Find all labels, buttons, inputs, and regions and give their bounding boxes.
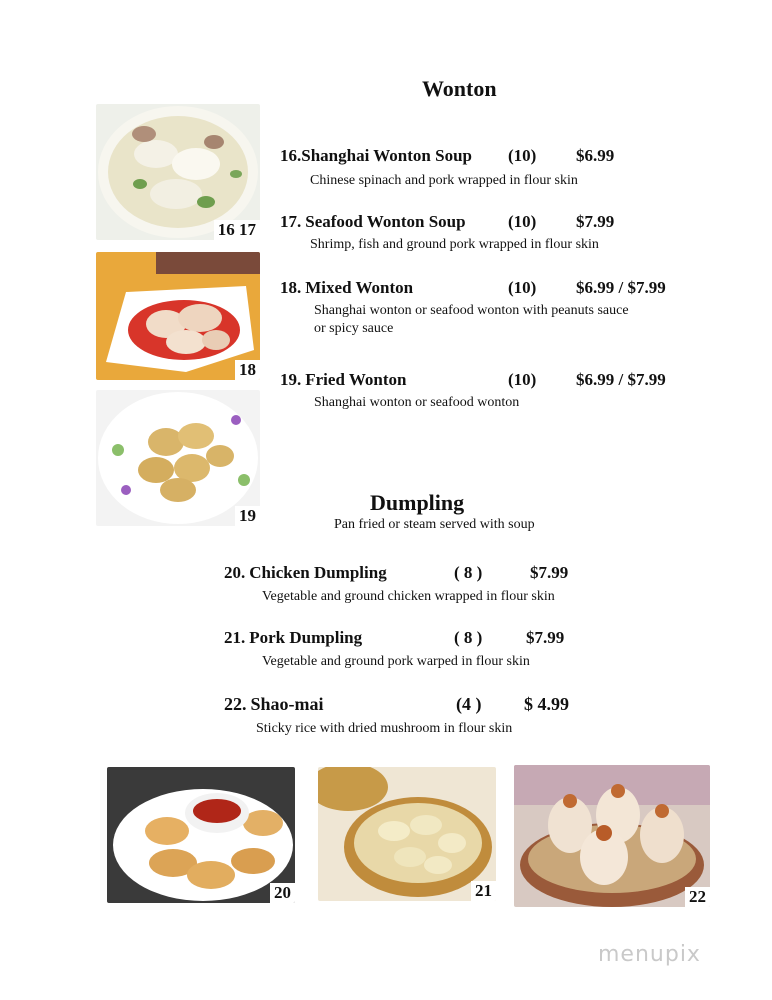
item-number: 16. bbox=[280, 146, 302, 165]
menu-item-17 bbox=[280, 212, 466, 232]
shao-mai-photo bbox=[514, 765, 710, 907]
dumpling-title: Dumpling bbox=[370, 490, 465, 515]
item-number: 22. bbox=[224, 694, 247, 714]
item-quantity: (4 ) bbox=[456, 694, 482, 714]
photo-label-16-17: 16 17 bbox=[214, 220, 260, 240]
item-name: Mixed Wonton bbox=[305, 278, 414, 297]
watermark-logo: menupix bbox=[598, 942, 701, 967]
item-price: $7.99 bbox=[576, 212, 615, 231]
item-price: $ 4.99 bbox=[524, 694, 569, 714]
menu-item-20 bbox=[224, 563, 387, 583]
item-name: Seafood Wonton Soup bbox=[305, 212, 466, 231]
item-price: $7.99 bbox=[530, 563, 569, 582]
fried-wonton-photo bbox=[96, 390, 260, 526]
item-description: Chinese spinach and pork wrapped in flour skin bbox=[310, 173, 578, 188]
item-name: Shanghai Wonton Soup bbox=[301, 146, 472, 165]
item-name: Chicken Dumpling bbox=[249, 563, 387, 582]
chicken-dumpling-photo bbox=[107, 767, 295, 903]
item-number: 20. bbox=[224, 563, 246, 582]
item-description: Shanghai wonton or seafood wonton with peanuts sauce or spicy sauce bbox=[314, 303, 629, 336]
item-quantity: (10) bbox=[508, 212, 537, 231]
item-number: 18. bbox=[280, 278, 302, 297]
item-quantity: (10) bbox=[508, 146, 537, 165]
menu-item-21 bbox=[224, 628, 362, 648]
item-description: Vegetable and ground chicken wrapped in flour skin bbox=[262, 589, 555, 604]
photo-label-18: 18 bbox=[235, 360, 260, 380]
mixed-wonton-photo bbox=[96, 252, 260, 380]
item-description: Shrimp, fish and ground pork wrapped in flour skin bbox=[310, 237, 599, 252]
wonton-title: Wonton bbox=[422, 76, 497, 101]
photo-label-22: 22 bbox=[685, 887, 710, 907]
item-quantity: (10) bbox=[508, 370, 537, 389]
item-quantity: ( 8 ) bbox=[454, 628, 483, 647]
dumpling-subtitle: Pan fried or steam served with soup bbox=[334, 517, 535, 532]
item-description: Vegetable and ground pork warped in flour skin bbox=[262, 654, 530, 669]
item-name: Pork Dumpling bbox=[249, 628, 363, 647]
item-description: Shanghai wonton or seafood wonton bbox=[314, 395, 520, 410]
item-price: $6.99 / $7.99 bbox=[576, 370, 666, 389]
photo-label-21: 21 bbox=[471, 881, 496, 901]
photo-label-20: 20 bbox=[270, 883, 295, 903]
item-number: 19. bbox=[280, 370, 302, 389]
item-price: $6.99 / $7.99 bbox=[576, 278, 666, 297]
item-price: $6.99 bbox=[576, 146, 615, 165]
pork-dumpling-photo bbox=[318, 767, 496, 901]
item-name: Shao-mai bbox=[250, 694, 324, 714]
item-name: Fried Wonton bbox=[305, 370, 407, 389]
menu-item-16 bbox=[280, 146, 472, 166]
item-quantity: ( 8 ) bbox=[454, 563, 483, 582]
item-description: Sticky rice with dried mushroom in flour skin bbox=[256, 721, 513, 736]
item-price: $7.99 bbox=[526, 628, 565, 647]
menu-item-19 bbox=[280, 370, 406, 390]
item-number: 21. bbox=[224, 628, 246, 647]
item-quantity: (10) bbox=[508, 278, 537, 297]
photo-label-19: 19 bbox=[235, 506, 260, 526]
wonton-soup-photo bbox=[96, 104, 260, 240]
menu-item-22 bbox=[224, 694, 324, 715]
menu-item-18 bbox=[280, 278, 413, 298]
item-number: 17. bbox=[280, 212, 302, 231]
